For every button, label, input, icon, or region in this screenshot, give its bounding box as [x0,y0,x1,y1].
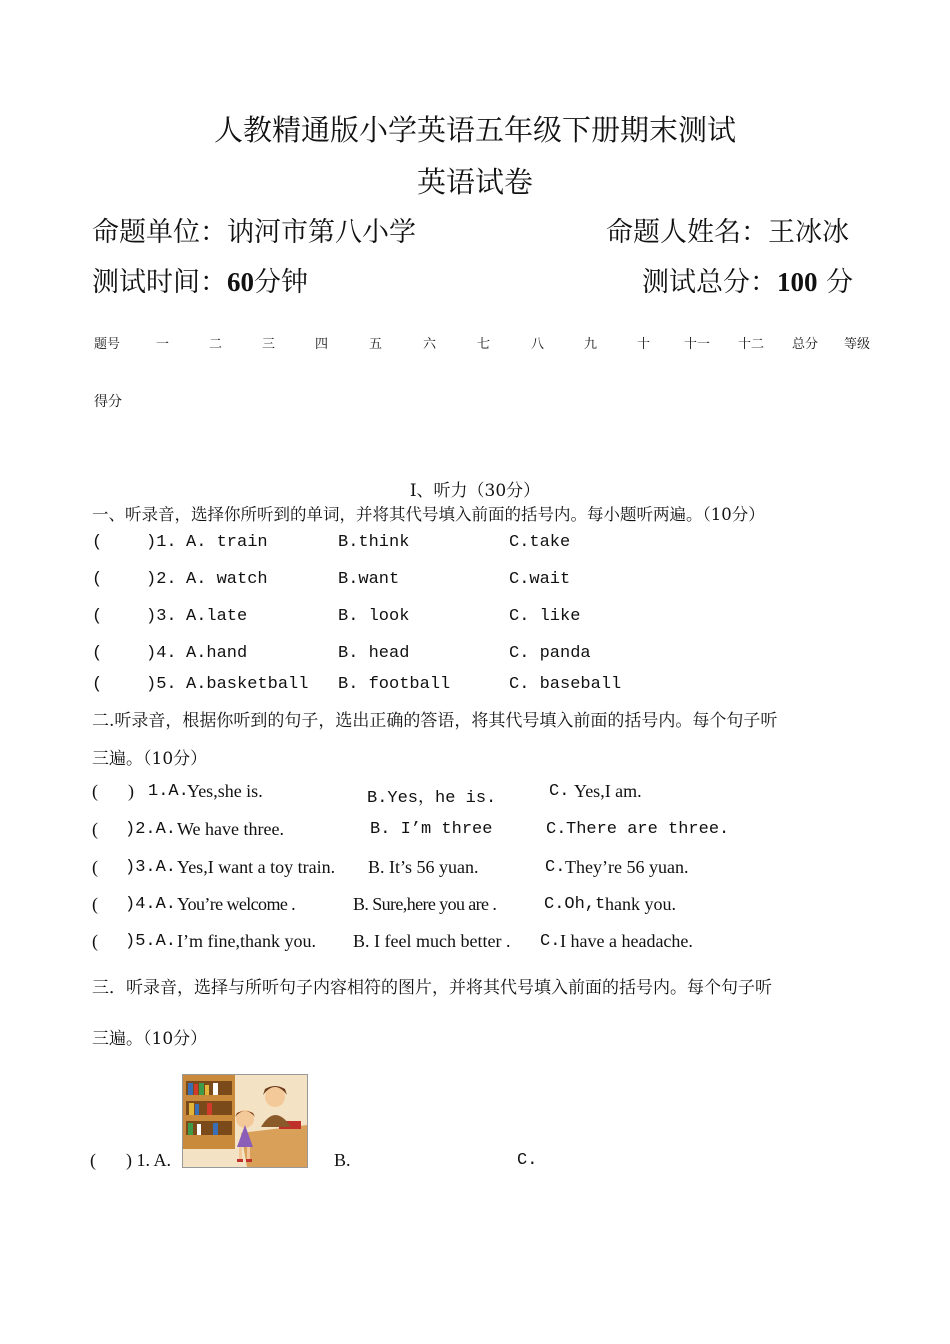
issuing-unit: 命题单位：讷河市第八小学 [92,217,416,248]
exam-title: 人教精通版小学英语五年级下册期末测试 [213,113,736,147]
answer-paren: ( [92,894,98,914]
total-score-label: 测试总分： [642,267,777,298]
total-score-unit: 分 [826,267,854,298]
question-number: )4.A. [125,895,177,914]
option-c: They’re 56 yuan. [565,857,689,877]
score-header-cell: 五 [369,337,383,352]
score-header-cell: 三 [262,337,276,352]
score-header-cell: 十二 [738,337,765,352]
total-score [642,260,853,299]
option-a: Yes,I want a toy train. [177,857,336,877]
test-time-unit: 分钟 [254,267,308,298]
option-c: C. baseball [509,675,622,694]
library-illustration-icon [183,1075,307,1167]
score-row-label: 得分 [94,394,122,410]
option-c: C. panda [509,644,591,663]
option-c: C. [517,1151,538,1170]
score-header-cell: 题号 [94,337,121,352]
question-number: )2. [146,570,177,589]
option-b: B. It’s 56 yuan. [368,857,479,877]
answer-paren: ( [92,644,103,663]
question-number: )2.A. [125,820,177,839]
question-number: )4. [146,644,177,663]
option-a: Yes,she is. [187,781,263,801]
option-b: B.Yes，he is. [367,789,497,808]
score-header-cell: 七 [477,337,491,352]
test-time-value: 60 [227,267,254,297]
option-c: There are three. [566,820,730,839]
option-c: C. like [509,607,581,626]
test-time [92,260,308,299]
option-c-prefix: C. [549,782,570,801]
answer-paren: ( [92,570,103,589]
score-header-cell: 六 [423,337,437,352]
part3-instruction-line1: 三．听录音，选择与所听句子内容相符的图片，并将其代号填入前面的括号内。每个句子听 [92,978,772,998]
question-number: ) 1. A. [126,1150,171,1170]
option-b: B. look [338,607,410,626]
answer-paren-close: ) [128,781,134,801]
author-name: 命题人姓名：王冰冰 [606,217,849,248]
option-c-prefix: C. [540,932,561,951]
score-header-cell: 九 [584,337,598,352]
option-a: A.hand [186,644,248,663]
score-header-cell: 等级 [844,337,871,352]
option-c: hank you. [605,894,676,914]
answer-paren: ( [92,857,98,877]
option-a: I’m fine,thank you. [177,931,316,951]
score-header-cell: 十一 [684,337,711,352]
score-header-cell: 四 [315,337,329,352]
exam-subtitle: 英语试卷 [416,165,533,199]
score-header-cell: 一 [156,337,170,352]
section-heading: Ⅰ、听力（30分） [409,481,541,501]
answer-paren: ( [92,607,103,626]
option-b: B. football [338,675,451,694]
question-number: )3.A. [125,858,177,877]
answer-paren: ( [92,675,103,694]
option-c: I have a headache. [560,931,693,951]
question-number: 1.A. [148,782,189,801]
option-c: C.wait [509,570,571,589]
question-number: )1. [146,533,177,552]
part1-instruction: 一、听录音，选择你所听到的单词，并将其代号填入前面的括号内。每小题听两遍。（10分） [92,505,765,524]
answer-paren: ( [90,1150,96,1170]
option-a: A. watch [186,570,268,589]
score-header-cell: 二 [209,337,223,352]
question-number: )5. [146,675,177,694]
option-a: We have three. [177,819,284,839]
answer-paren: ( [92,533,103,552]
score-header-cell: 总分 [792,337,819,352]
answer-paren: ( [92,819,98,839]
library-picture [182,1074,308,1168]
option-b: B.think [338,533,410,552]
part3-instruction-line2: 三遍。（10分） [92,1029,208,1049]
option-c-prefix: C. [545,858,566,877]
part2-instruction-line2: 三遍。（10分） [92,749,208,769]
question-number: )3. [146,607,177,626]
option-b: B.want [338,570,400,589]
question-number: )5.A. [125,932,177,951]
option-c: C.take [509,533,571,552]
option-c-prefix: C.Oh,t [544,895,606,914]
answer-paren: ( [92,931,98,951]
option-c: Yes,I am. [574,781,642,801]
option-b: B. I feel much better . [353,931,511,951]
score-header-cell: 八 [531,337,545,352]
test-time-label: 测试时间： [92,267,227,298]
answer-paren: ( [92,781,98,801]
total-score-value: 100 [777,267,818,297]
option-b: B. I’m three [370,820,493,839]
score-header-cell: 十 [637,337,651,352]
part2-instruction-line1: 二.听录音，根据你听到的句子，选出正确的答语，将其代号填入前面的括号内。每个句子听 [92,711,778,731]
option-a: A. train [186,533,268,552]
option-b: B. Sure,here you are . [353,894,497,914]
option-a: A.basketball [186,675,309,694]
option-c-prefix: C. [546,820,567,839]
option-a: You’re welcome . [177,894,296,914]
option-a: A.late [186,607,248,626]
option-b: B. head [338,644,410,663]
option-b: B. [334,1150,351,1170]
